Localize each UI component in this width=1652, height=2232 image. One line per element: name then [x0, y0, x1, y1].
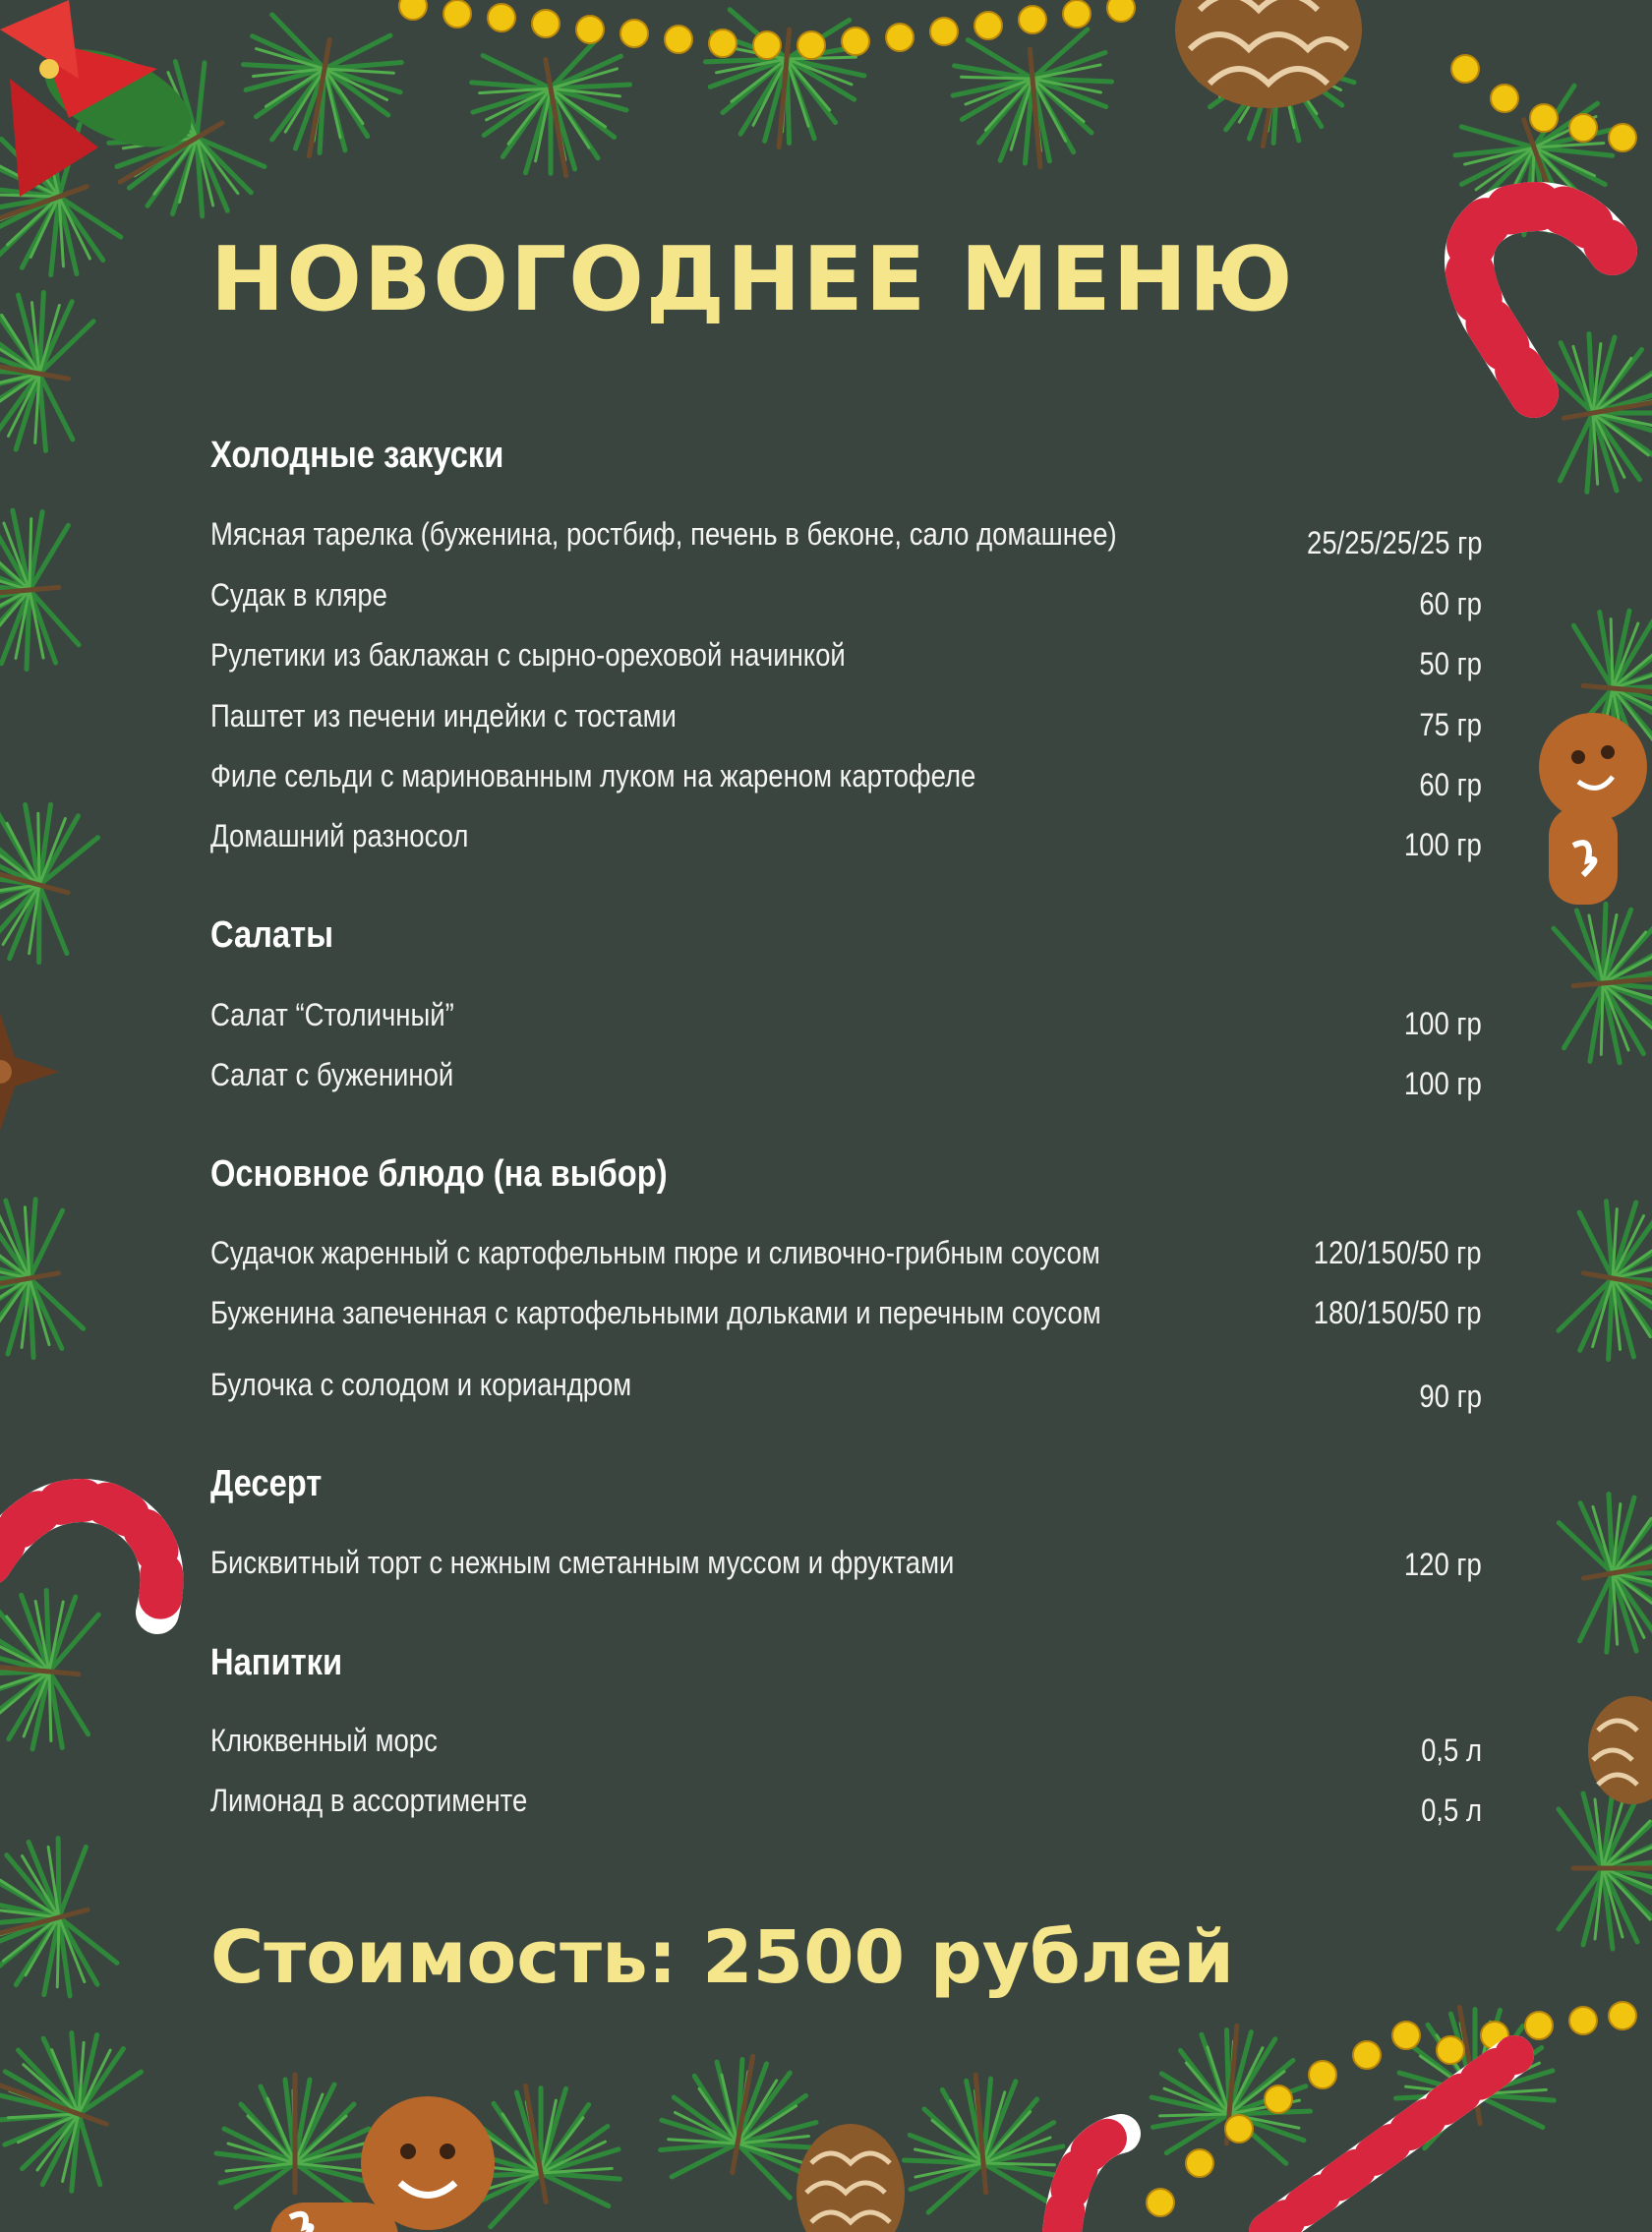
menu-item-name: Судак в кляре: [210, 577, 387, 613]
menu-item-weight: 90 гр: [1419, 1379, 1482, 1414]
menu-item-weight: 180/150/50 гр: [1314, 1295, 1482, 1330]
menu-item-weight: 120 гр: [1404, 1547, 1482, 1582]
menu-item-name: Буженина запеченная с картофельными дольками и перечным соусом: [210, 1295, 1101, 1330]
menu-item-weight: 0,5 л: [1421, 1792, 1482, 1828]
menu-item-weight: 100 гр: [1404, 827, 1482, 862]
section-heading-dessert: Десерт: [210, 1463, 323, 1504]
menu-item-weight: 75 гр: [1419, 707, 1482, 742]
menu-item-name: Бисквитный торт с нежным сметанным муссом и фруктами: [210, 1545, 955, 1580]
menu-item-name: Судачок жаренный с картофельным пюре и сливочно-грибным соусом: [210, 1235, 1100, 1270]
menu-item-weight: 120/150/50 гр: [1314, 1235, 1482, 1270]
menu-item-name: Салат “Столичный”: [210, 997, 454, 1032]
menu-item-weight: 60 гр: [1419, 767, 1482, 802]
menu-item-weight: 50 гр: [1419, 646, 1482, 681]
menu-item-name: Рулетики из баклажан с сырно-ореховой начинкой: [210, 637, 846, 673]
menu-item-name: Салат с бужениной: [210, 1057, 454, 1092]
menu-item-name: Клюквенный морс: [210, 1723, 438, 1758]
menu-item-weight: 100 гр: [1404, 1006, 1482, 1041]
menu-item-name: Домашний разносол: [210, 818, 469, 853]
section-heading-main-course: Основное блюдо (на выбор): [210, 1153, 668, 1195]
menu-item-name: Лимонад в ассортименте: [210, 1783, 528, 1818]
section-heading-salads: Салаты: [210, 914, 334, 956]
section-heading-cold-appetizers: Холодные закуски: [210, 435, 504, 476]
menu-item-name: Филе сельди с маринованным луком на жареном картофеле: [210, 758, 976, 793]
menu-item-weight: 60 гр: [1419, 586, 1482, 621]
menu-item-weight: 0,5 л: [1421, 1733, 1482, 1768]
section-heading-drinks: Напитки: [210, 1642, 343, 1683]
menu-price: Стоимость: 2500 рублей: [210, 1915, 1234, 2000]
menu-item-weight: 25/25/25/25 гр: [1306, 525, 1482, 560]
menu-item-name: Мясная тарелка (буженина, ростбиф, печень в беконе, сало домашнее): [210, 516, 1117, 552]
menu-item-name: Паштет из печени индейки с тостами: [210, 698, 677, 734]
menu-title: НОВОГОДНЕЕ МЕНЮ: [210, 228, 1295, 331]
menu-item-name: Булочка с солодом и кориандром: [210, 1367, 632, 1402]
menu-item-weight: 100 гр: [1404, 1066, 1482, 1101]
